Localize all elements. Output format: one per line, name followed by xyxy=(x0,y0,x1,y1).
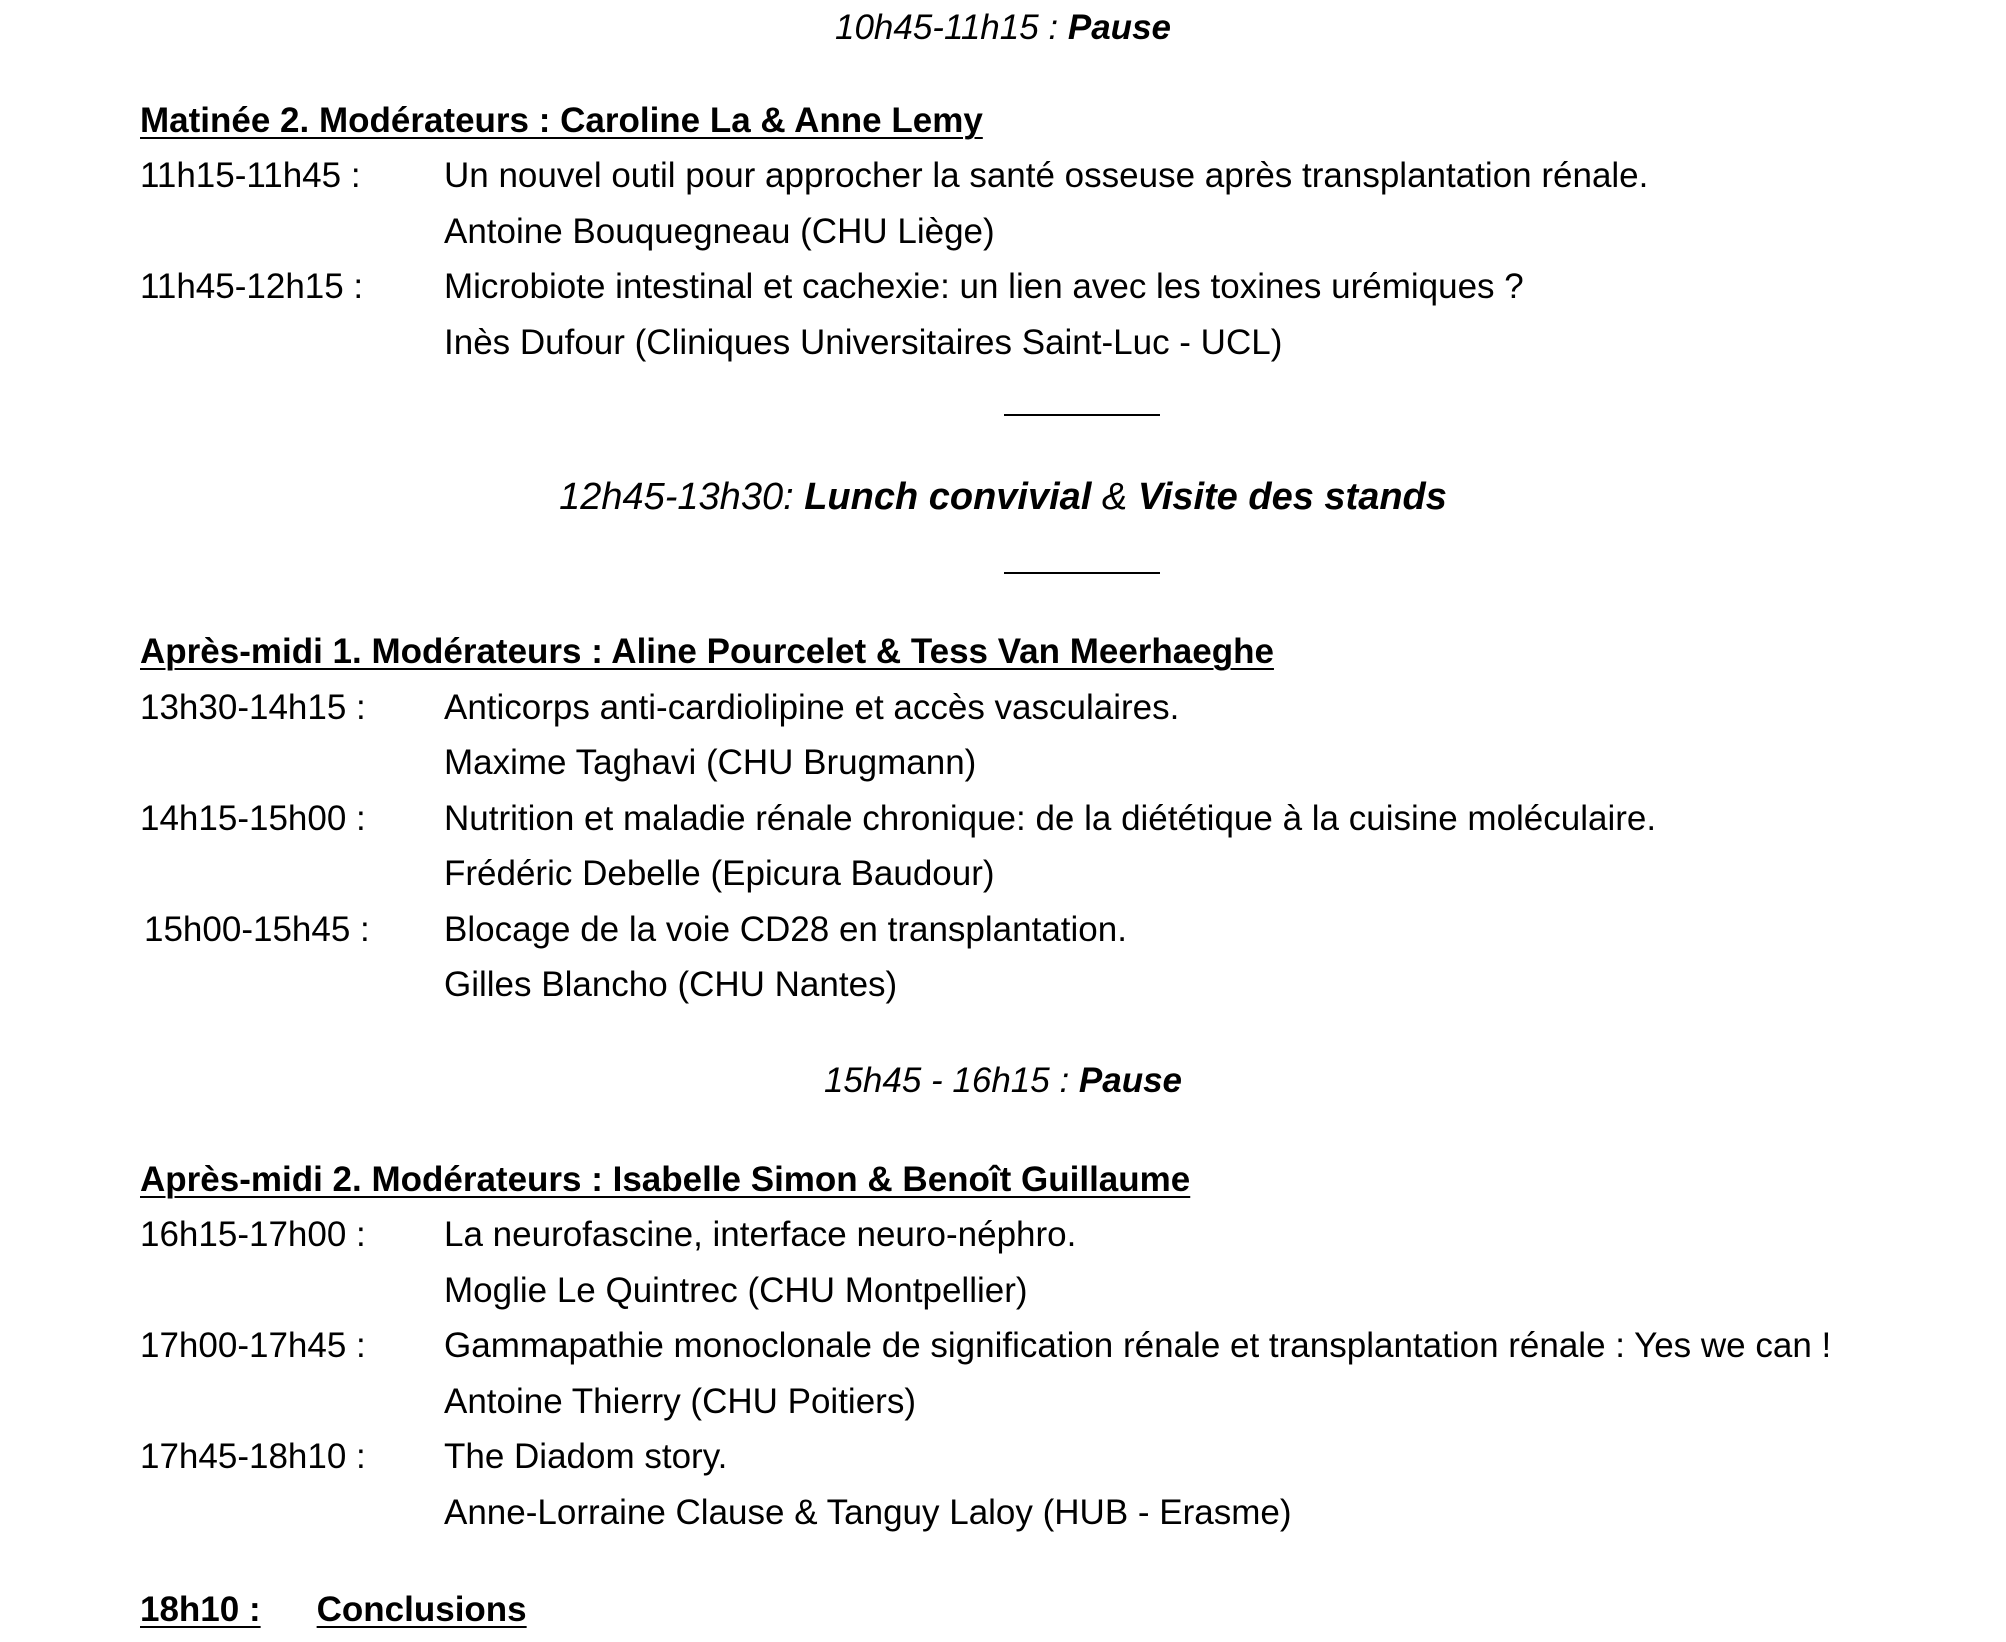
talk-speaker: Frédéric Debelle (Epicura Baudour) xyxy=(444,854,995,893)
talk-title: Microbiote intestinal et cachexie: un lien avec les toxines urémiques ? xyxy=(444,267,1524,306)
talk-time: 11h45-12h15 : xyxy=(140,267,364,306)
separator-rule xyxy=(1004,414,1160,416)
lunch-time: 12h45-13h30: xyxy=(559,476,805,518)
lunch-label: Lunch convivial xyxy=(804,476,1092,518)
session-heading-apres-midi-1: Après-midi 1. Modérateurs : Aline Pourcelet & Tess Van Meerhaeghe xyxy=(140,632,1274,671)
talk-speaker: Antoine Bouquegneau (CHU Liège) xyxy=(444,212,995,251)
talk-speaker: Inès Dufour (Cliniques Universitaires Saint-Luc - UCL) xyxy=(444,323,1283,362)
talk-speaker: Maxime Taghavi (CHU Brugmann) xyxy=(444,743,977,782)
pause-2-label: Pause xyxy=(1078,1061,1183,1100)
conclusions-time: 18h10 : xyxy=(140,1590,261,1629)
talk-speaker: Anne-Lorraine Clause & Tanguy Laloy (HUB - Erasme) xyxy=(444,1493,1292,1532)
session-heading-matinee-2: Matinée 2. Modérateurs : Caroline La & Anne Lemy xyxy=(140,101,983,140)
talk-title: Un nouvel outil pour approcher la santé osseuse après transplantation rénale. xyxy=(444,156,1649,195)
talk-time: 17h00-17h45 : xyxy=(140,1326,366,1365)
talk-speaker: Gilles Blancho (CHU Nantes) xyxy=(444,965,898,1004)
pause-1 xyxy=(0,10,2006,45)
pause-2-time: 15h45 - 16h15 : xyxy=(823,1061,1079,1100)
lunch-ampersand: & xyxy=(1091,476,1138,518)
stands-label: Visite des stands xyxy=(1137,476,1447,518)
pause-1-time: 10h45-11h15 : xyxy=(834,8,1068,47)
pause-2 xyxy=(0,1063,2006,1098)
talk-title: Blocage de la voie CD28 en transplantation. xyxy=(444,910,1127,949)
talk-speaker: Moglie Le Quintrec (CHU Montpellier) xyxy=(444,1271,1028,1310)
session-heading-apres-midi-2: Après-midi 2. Modérateurs : Isabelle Simon & Benoît Guillaume xyxy=(140,1160,1191,1199)
talk-time: 16h15-17h00 : xyxy=(140,1215,366,1254)
talk-title: The Diadom story. xyxy=(444,1437,728,1476)
talk-title: Anticorps anti-cardiolipine et accès vasculaires. xyxy=(444,688,1180,727)
talk-title: Nutrition et maladie rénale chronique: de la diététique à la cuisine moléculaire. xyxy=(444,799,1657,838)
talk-time: 11h15-11h45 : xyxy=(140,156,361,195)
separator-rule xyxy=(1004,572,1160,574)
conclusions xyxy=(140,1592,527,1627)
pause-1-label: Pause xyxy=(1067,8,1171,47)
talk-time: 14h15-15h00 : xyxy=(140,799,366,838)
talk-speaker: Antoine Thierry (CHU Poitiers) xyxy=(444,1382,916,1421)
talk-time: 17h45-18h10 : xyxy=(140,1437,366,1476)
talk-time: 13h30-14h15 : xyxy=(140,688,366,727)
lunch-break xyxy=(0,478,2006,516)
talk-title: La neurofascine, interface neuro-néphro. xyxy=(444,1215,1077,1254)
conclusions-label: Conclusions xyxy=(316,1590,527,1629)
talk-time: 15h00-15h45 : xyxy=(144,910,370,949)
talk-title: Gammapathie monoclonale de signification rénale et transplantation rénale : Yes we can ! xyxy=(444,1326,1832,1365)
